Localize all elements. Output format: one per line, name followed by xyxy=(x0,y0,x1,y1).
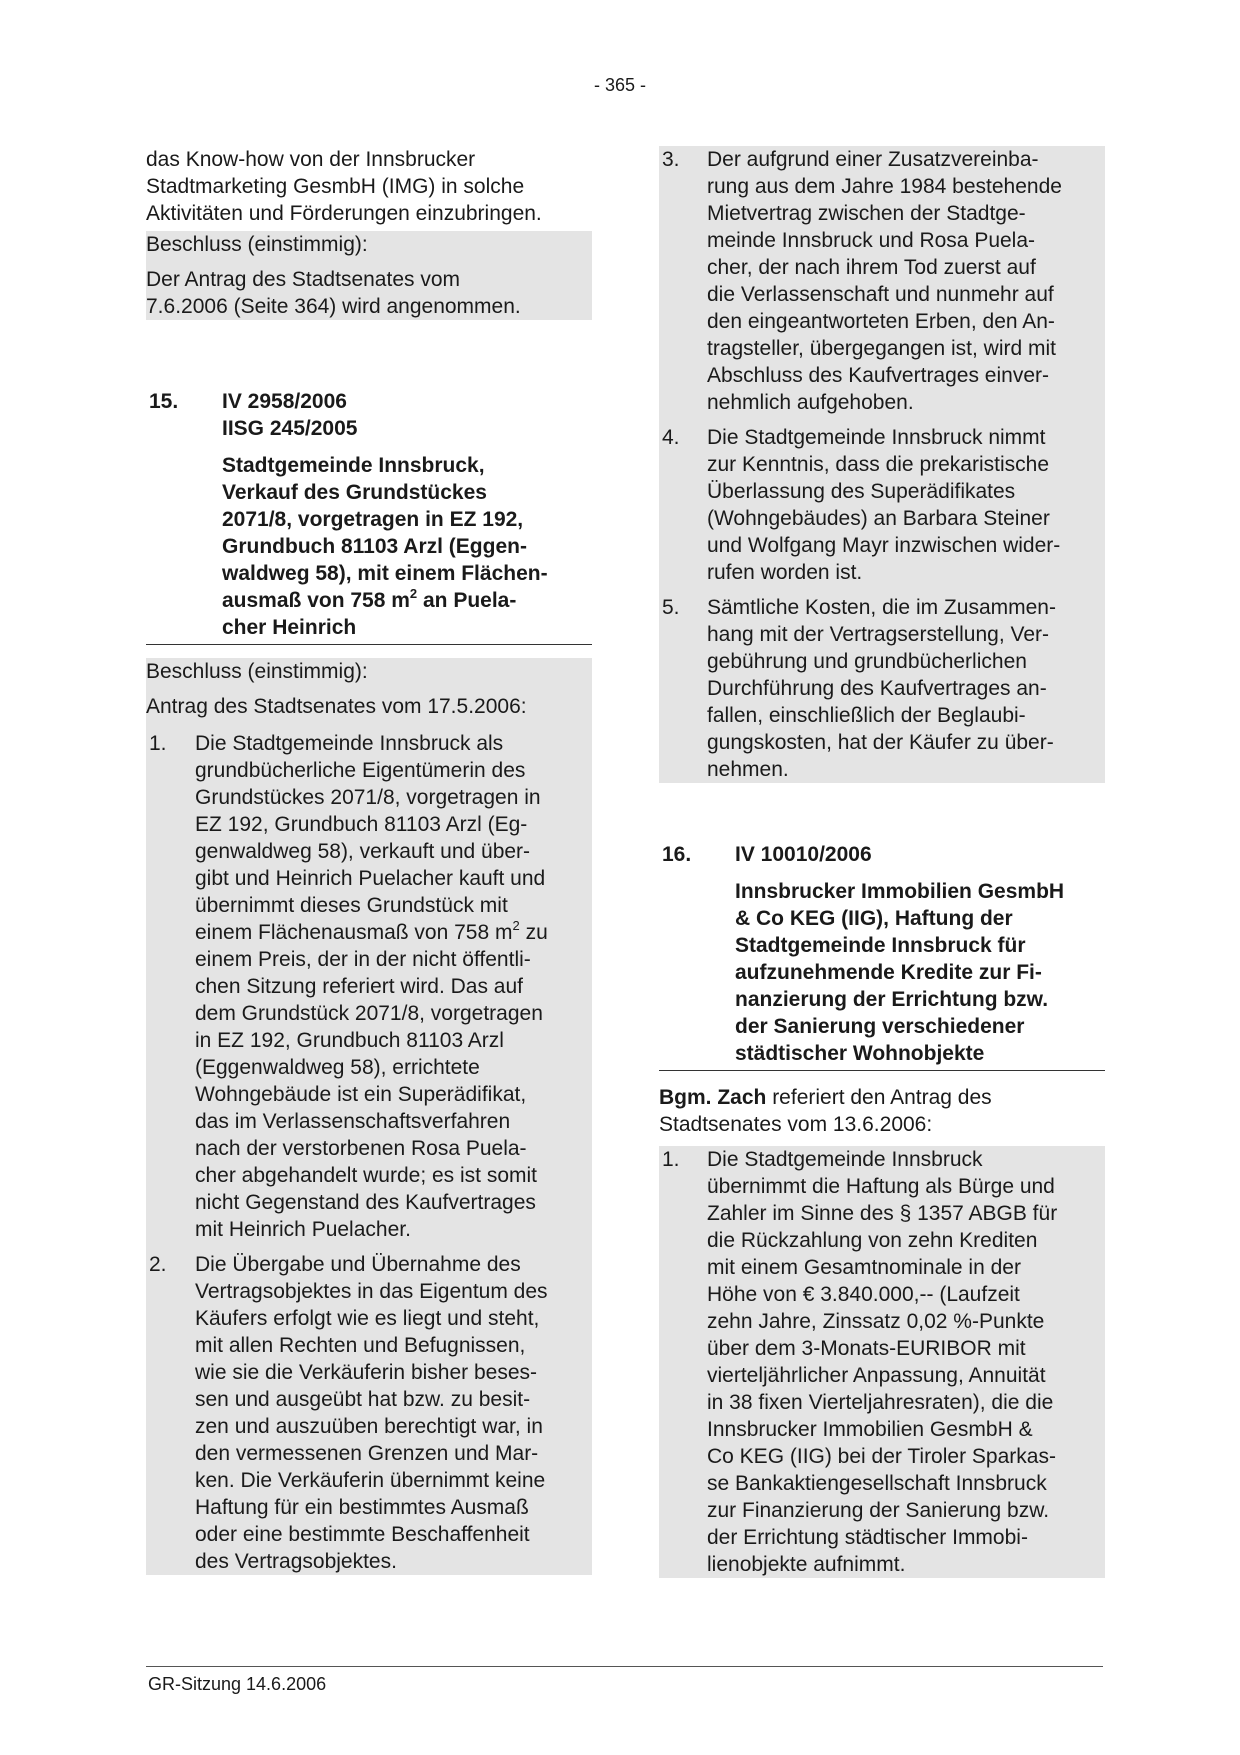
list-block xyxy=(659,146,1105,783)
text-line: Die Stadtgemeinde Innsbruck xyxy=(707,1148,983,1171)
text-line: & Co KEG (IIG), Haftung der xyxy=(735,907,1013,930)
text-line: wie sie die Verkäuferin bisher beses- xyxy=(195,1361,538,1384)
section-number: 15. xyxy=(149,390,179,413)
text-line: gungskosten, hat der Käufer zu über- xyxy=(707,731,1054,754)
text-line: zur Kenntnis, dass die prekaristische xyxy=(707,453,1049,476)
text-line: einem Preis, der in der nicht öffentli- xyxy=(195,948,531,971)
section-16-heading xyxy=(659,841,1105,1067)
text-line: (Wohngebäudes) an Barbara Steiner xyxy=(707,507,1050,530)
section-title-text: cher Heinrich xyxy=(222,616,357,639)
list-item xyxy=(659,424,1105,586)
list-item xyxy=(659,146,1105,416)
list-item xyxy=(659,1146,1105,1578)
section-title xyxy=(146,452,592,641)
text-line: zehn Jahre, Zinssatz 0,02 %-Punkte xyxy=(707,1310,1045,1333)
text-line: Stadtmarketing GesmbH (IMG) in solche xyxy=(146,175,525,198)
text-line: genwaldweg 58), verkauft und über- xyxy=(195,840,531,863)
text-line: in 38 fixen Vierteljahresraten), die die xyxy=(707,1391,1054,1414)
text-line: Stadtgemeinde Innsbruck, xyxy=(222,454,485,477)
section-number: 16. xyxy=(662,843,692,866)
text-line: nanzierung der Errichtung bzw. xyxy=(735,988,1049,1011)
motion-line: Antrag des Stadtsenates vom 17.5.2006: xyxy=(146,695,527,718)
footer-text: GR-Sitzung 14.6.2006 xyxy=(148,1674,327,1694)
text-line: und Wolfgang Mayr inzwischen wider- xyxy=(707,534,1061,557)
text-line: Überlassung des Superädifikates xyxy=(707,480,1016,503)
resolution-block xyxy=(146,231,592,320)
text-line: rufen worden ist. xyxy=(707,561,863,584)
text-line: mit Heinrich Puelacher. xyxy=(195,1218,411,1241)
page-number: - 365 - xyxy=(593,75,647,95)
section-title-text: ausmaß von 758 m xyxy=(222,589,410,612)
text-line: zen und auszuüben berechtigt war, in xyxy=(195,1415,543,1438)
text-line: cher abgehandelt wurde; es ist somit xyxy=(195,1164,538,1187)
list-text xyxy=(707,424,1105,586)
text-line: Käufers erfolgt wie es liegt und steht, xyxy=(195,1307,540,1330)
text-line: (Eggenwaldweg 58), errichtete xyxy=(195,1056,480,1079)
text-line: aufzunehmende Kredite zur Fi- xyxy=(735,961,1042,984)
text-line: Abschluss des Kaufvertrages einver- xyxy=(707,364,1049,387)
text-line: Verkauf des Grundstückes xyxy=(222,481,487,504)
text-line: das im Verlassenschaftsverfahren xyxy=(195,1110,511,1133)
text-line: Vertragsobjektes in das Eigentum des xyxy=(195,1280,548,1303)
text-line: Innsbrucker Immobilien GesmbH & xyxy=(707,1418,1033,1441)
right-column xyxy=(659,146,1105,1578)
list-text xyxy=(195,730,592,919)
text-line: 2071/8, vorgetragen in EZ 192, xyxy=(222,508,524,531)
speaker-paragraph xyxy=(659,1084,1105,1138)
list-text xyxy=(707,1146,1105,1578)
resolution-text xyxy=(146,266,592,320)
list-number: 4. xyxy=(662,426,680,449)
text-line: nach der verstorbenen Rosa Puela- xyxy=(195,1137,527,1160)
text-line: der Sanierung verschiedener xyxy=(735,1015,1025,1038)
section-refs xyxy=(146,388,592,442)
text-line: Mietvertrag zwischen der Stadtge- xyxy=(707,202,1026,225)
text-line: den eingeantworteten Erben, den An- xyxy=(707,310,1055,333)
text-line: rung aus dem Jahre 1984 bestehende xyxy=(707,175,1062,198)
text-line: Der aufgrund einer Zusatzvereinba- xyxy=(707,148,1039,171)
text-line: oder eine bestimmte Beschaffenheit xyxy=(195,1523,530,1546)
text-line: die Verlassenschaft und nunmehr auf xyxy=(707,283,1054,306)
superscript: 2 xyxy=(409,586,418,601)
text-line: EZ 192, Grundbuch 81103 Arzl (Eg- xyxy=(195,813,528,836)
text-line: Haftung für ein bestimmtes Ausmaß xyxy=(195,1496,529,1519)
text-line: nicht Gegenstand des Kaufvertrages xyxy=(195,1191,536,1214)
text-line: mit allen Rechten und Befugnissen, xyxy=(195,1334,526,1357)
text-line: IISG 245/2005 xyxy=(222,417,358,440)
text-line: meinde Innsbruck und Rosa Puela- xyxy=(707,229,1036,252)
text-line: cher, der nach ihrem Tod zuerst auf xyxy=(707,256,1036,279)
text-line: lienobjekte aufnimmt. xyxy=(707,1553,906,1576)
text-line: zur Finanzierung der Sanierung bzw. xyxy=(707,1499,1050,1522)
list-item xyxy=(659,594,1105,783)
text-line: Innsbrucker Immobilien GesmbH xyxy=(735,880,1065,903)
list-text: zu xyxy=(519,921,548,944)
section-title xyxy=(659,878,1105,1067)
left-column xyxy=(146,146,592,1575)
list-item xyxy=(146,730,592,1243)
text-line: das Know-how von der Innsbrucker xyxy=(146,148,476,171)
section-title-text: an Puela- xyxy=(417,589,517,612)
list-text xyxy=(707,146,1105,416)
text-line: fallen, einschließlich der Beglaubi- xyxy=(707,704,1026,727)
text-line: chen Sitzung referiert wird. Das auf xyxy=(195,975,523,998)
text-line: Co KEG (IIG) bei der Tiroler Sparkas- xyxy=(707,1445,1056,1468)
text-line: städtischer Wohnobjekte xyxy=(735,1042,985,1065)
text-line: der Errichtung städtischer Immobi- xyxy=(707,1526,1028,1549)
text-line: gibt und Heinrich Puelacher kauft und xyxy=(195,867,546,890)
list-text: einem Flächenausmaß von 758 m xyxy=(195,921,513,944)
superscript: 2 xyxy=(512,918,520,933)
text-line: die Rückzahlung von zehn Krediten xyxy=(707,1229,1038,1252)
list-number: 1. xyxy=(149,732,167,755)
text-line: Grundstückes 2071/8, vorgetragen in xyxy=(195,786,541,809)
list-text xyxy=(195,946,592,1243)
text-line: sen und ausgeübt hat bzw. zu besit- xyxy=(195,1388,531,1411)
list-text xyxy=(707,594,1105,783)
speaker-text: Stadtsenates vom 13.6.2006: xyxy=(659,1113,933,1136)
text-line: ken. Die Verkäuferin übernimmt keine xyxy=(195,1469,546,1492)
text-line: 7.6.2006 (Seite 364) wird angenommen. xyxy=(146,295,521,318)
speaker-text: referiert den Antrag des xyxy=(766,1086,992,1109)
list-item xyxy=(146,1251,592,1575)
text-line: Der Antrag des Stadtsenates vom xyxy=(146,268,461,291)
text-line: über dem 3-Monats-EURIBOR mit xyxy=(707,1337,1026,1360)
section-title-lines xyxy=(222,452,592,587)
text-line: den vermessenen Grenzen und Mar- xyxy=(195,1442,539,1465)
list-number: 1. xyxy=(662,1148,680,1171)
text-line: waldweg 58), mit einem Flächen- xyxy=(222,562,548,585)
text-line: des Vertragsobjektes. xyxy=(195,1550,397,1573)
text-line: vierteljährlicher Anpassung, Annuität xyxy=(707,1364,1046,1387)
speaker-name: Bgm. Zach xyxy=(659,1086,767,1109)
text-line: gebührung und grundbücherlichen xyxy=(707,650,1027,673)
text-line: nehmlich aufgehoben. xyxy=(707,391,914,414)
text-line: nehmen. xyxy=(707,758,789,781)
text-line: se Bankaktiengesellschaft Innsbruck xyxy=(707,1472,1047,1495)
text-line: mit einem Gesamtnominale in der xyxy=(707,1256,1021,1279)
text-line: Sämtliche Kosten, die im Zusammen- xyxy=(707,596,1056,619)
text-line: Die Stadtgemeinde Innsbruck nimmt xyxy=(707,426,1046,449)
list-number: 2. xyxy=(149,1253,167,1276)
text-line: tragsteller, übergegangen ist, wird mit xyxy=(707,337,1057,360)
text-line: in EZ 192, Grundbuch 81103 Arzl xyxy=(195,1029,504,1052)
text-line: übernimmt dieses Grundstück mit xyxy=(195,894,508,917)
section-ref: IV 10010/2006 xyxy=(735,843,872,866)
text-line: übernimmt die Haftung als Bürge und xyxy=(707,1175,1055,1198)
section-15-heading xyxy=(146,388,592,641)
text-line: Grundbuch 81103 Arzl (Eggen- xyxy=(222,535,527,558)
intro-paragraph xyxy=(146,146,592,227)
text-line: Zahler im Sinne des § 1357 ABGB für xyxy=(707,1202,1058,1225)
text-line: Stadtgemeinde Innsbruck für xyxy=(735,934,1026,957)
list-number: 3. xyxy=(662,148,680,171)
resolution-block-15 xyxy=(146,658,592,1575)
resolution-label: Beschluss (einstimmig): xyxy=(146,660,368,683)
footer-divider xyxy=(146,1666,1103,1667)
text-line: grundbücherliche Eigentümerin des xyxy=(195,759,526,782)
list-number: 5. xyxy=(662,596,680,619)
list-block xyxy=(659,1146,1105,1578)
text-line: Wohngebäude ist ein Superädifikat, xyxy=(195,1083,527,1106)
text-line: Die Übergabe und Übernahme des xyxy=(195,1253,521,1276)
text-line: IV 2958/2006 xyxy=(222,390,347,413)
text-line: Die Stadtgemeinde Innsbruck als xyxy=(195,732,504,755)
text-line: Durchführung des Kaufvertrages an- xyxy=(707,677,1047,700)
text-line: dem Grundstück 2071/8, vorgetragen xyxy=(195,1002,543,1025)
text-line: Aktivitäten und Förderungen einzubringen. xyxy=(146,202,542,225)
resolution-label: Beschluss (einstimmig): xyxy=(146,233,368,256)
text-line: Höhe von € 3.840.000,-- (Laufzeit xyxy=(707,1283,1020,1306)
list-text xyxy=(195,1251,592,1575)
text-line: hang mit der Vertragserstellung, Ver- xyxy=(707,623,1050,646)
